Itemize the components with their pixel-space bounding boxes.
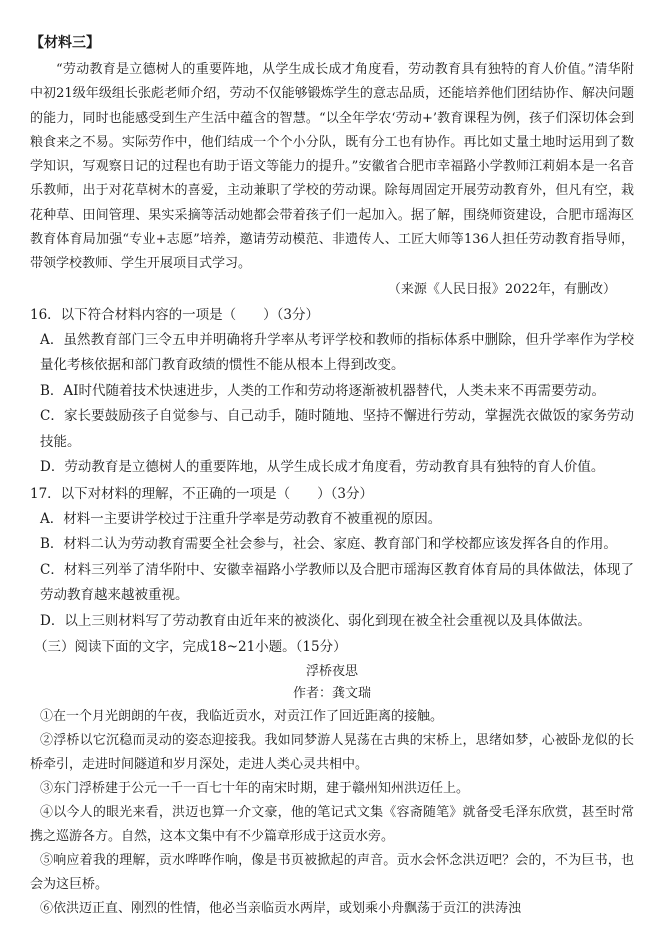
essay-paragraph: ⑥依洪迈正直、刚烈的性情，他必当亲临贡水两岸，或划乘小舟飘荡于贡江的洪涛浊: [40, 901, 522, 917]
question-stem: 16．以下符合材料内容的一项是（ ）（3分）: [30, 306, 320, 323]
essay-author: 作者：龚文瑞: [292, 686, 371, 702]
option-a: A．材料一主要讲学校过于注重升学率是劳动教育不被重视的原因。: [40, 510, 442, 527]
question-16: [30, 302, 634, 481]
essay-paragraph: ②浮桥以它沉稳而灵动的姿态迎接我。我如同梦游人晃荡在古典的宋桥上，思绪如梦，心被卧龙似的长桥牵引，走进时间隧道和岁月深处，走进人类心灵共相中。: [30, 733, 634, 773]
option-d: D．劳动教育是立德树人的重要阵地，从学生成长成才角度看，劳动教育具有独特的育人价值。: [40, 459, 605, 476]
essay-title: 浮桥夜思: [305, 664, 358, 680]
question-17: [30, 481, 634, 635]
essay-paragraph: ①在一个月光朗朗的午夜，我临近贡水，对贡江作了回近距离的接触。: [40, 709, 444, 725]
part-three: [30, 634, 634, 921]
option-c: C．材料三列举了清华附中、安徽幸福路小学教师以及合肥市瑶海区教育体育局的具体做法，体现了劳动教育越来越被重视。: [40, 561, 634, 604]
material-three: [30, 30, 634, 302]
material-three-paragraph: “劳动教育是立德树人的重要阵地，从学生成长成才角度看，劳动教育具有独特的育人价值。”清华附中初21级年级组长张彪老师介绍，劳动不仅能够锻炼学生的意志品质，还能培养他们团结协作、解决问题的能力，同时也能感受到生产生活中蕴含的智慧。“以全年学农‘劳动+’教育课程为例，孩子们深切体会到粮食来之不易。实际劳作中，他们结成一个个小分队，既有分工也有协作。再比如丈量土地时运用到了数学知识，写观察日记的过程也有助于语文等能力的提升。”安徽省合肥市幸福路小学教师江莉娟本是一名音乐教师，出于对花草树木的喜爱，主动兼职了学校的劳动课。除每周固定开展劳动教育外，但凡有空，栽花种草、田间管理、果实采摘等活动她都会带着孩子们一起加入。据了解，围绕师资建设，合肥市瑶海区教育体育局加强“专业+志愿”培养，邀请劳动模范、非遗传人、工匠大师等136人担任劳动教育指导师，带领学校教师、学生开展项目式学习。: [30, 62, 634, 272]
option-b: B．AI时代随着技术快速进步，人类的工作和劳动将逐渐被机器替代，人类未来不再需要劳动。: [40, 382, 606, 399]
option-a: A．虽然教育部门三令五申并明确将升学率从考评学校和教师的指标体系中删除，但升学率作为学校量化考核依据和部门教育政绩的惯性不能从根本上得到改变。: [40, 331, 634, 374]
essay-paragraph: ④以今人的眼光来看，洪迈也算一介文豪，他的笔记式文集《容斋随笔》就备受毛泽东欣赏，甚至时常携之巡游各方。自然，这本文集中有不少篇章形成于这贡水旁。: [30, 805, 634, 845]
option-c: C．家长要鼓励孩子自觉参与、自己动手，随时随地、坚持不懈进行劳动，掌握洗衣做饭的家务劳动技能。: [40, 408, 634, 450]
question-stem: 17．以下对材料的理解，不正确的一项是（ ）（3分）: [30, 485, 374, 502]
option-b: B．材料二认为劳动教育需要全社会参与，社会、家庭、教育部门和学校都应该发挥各自的作用。: [40, 536, 617, 553]
essay-body: [30, 705, 634, 921]
part-three-heading: （三）阅读下面的文字，完成18~21小题。（15分）: [34, 639, 347, 656]
essay-paragraph: ③东门浮桥建于公元一千一百七十年的南宋时期，建于赣州知州洪迈任上。: [40, 781, 470, 797]
material-three-source: （来源《人民日报》2022年，有删改）: [387, 281, 616, 297]
essay-paragraph: ⑤响应着我的理解，贡水哗哗作响，像是书页被掀起的声音。贡水会怀念洪迈吧？会的，不为巨书，也会为这巨桥。: [30, 853, 634, 893]
option-d: D．以上三则材料写了劳动教育由近年来的被淡化、弱化到现在被全社会重视以及具体做法。: [40, 612, 591, 629]
material-three-title: 【材料三】: [30, 35, 100, 51]
